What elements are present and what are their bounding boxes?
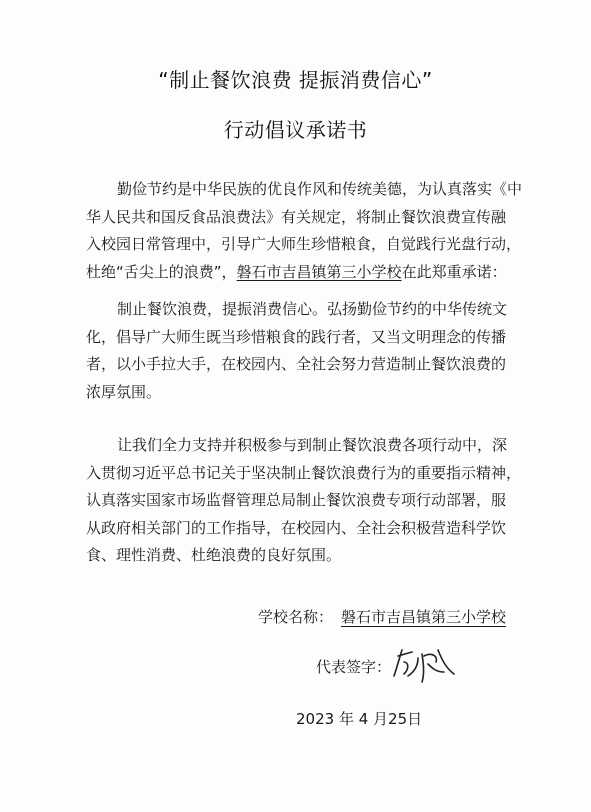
paragraph-2-line-4: 浓厚氛围。 [86, 382, 162, 401]
document-subtitle: 行动倡议承诺书 [223, 118, 368, 142]
school-name-value: 磐石市吉昌镇第三小学校 [341, 608, 507, 626]
paragraph-3-line-5: 食、理性消费、杜绝浪费的良好氛围。 [86, 546, 342, 564]
paragraph-2 [86, 296, 526, 406]
paragraph-1 [86, 176, 526, 286]
paragraph-3-line-4: 从政府相关部门的工作指导，在校园内、全社会积极营造科学饮 [86, 518, 507, 537]
date: 2023 年 4 月25日 [296, 710, 423, 728]
paragraph-1-line-4-suffix: 在此郑重承诺： [401, 262, 507, 281]
paragraph-1-line-4 [86, 259, 526, 287]
representative-label: 代表签字： [316, 658, 392, 676]
document-title: “制止餐饮浪费 提振消费信心” [158, 68, 433, 92]
paragraph-3-line-2: 入贯彻习近平总书记关于坚决制止餐饮浪费行为的重要指示精神， [86, 463, 522, 482]
representative-row [316, 656, 391, 677]
paragraph-3-line-3: 认真落实国家市场监督管理总局制止餐饮浪费专项行动部署，服 [86, 491, 507, 509]
paragraph-1-school-name: 磐石市吉昌镇第三小学校 [236, 262, 402, 281]
handwritten-signature [388, 642, 460, 690]
paragraph-1-line-2: 华人民共和国反食品浪费法》有关规定，将制止餐饮浪费宣传融 [86, 207, 507, 226]
paragraph-1-line-4-prefix: 杜绝“舌尖上的浪费”， [86, 262, 237, 281]
school-name-row [258, 606, 506, 627]
paragraph-2-line-2: 化，倡导广大师生既当珍惜粮食的践行者，又当文明理念的传播 [86, 327, 507, 346]
paragraph-2-line-3: 者，以小手拉大手，在校园内、全社会努力营造制止餐饮浪费的 [86, 355, 507, 373]
paragraph-1-line-1: 勤俭节约是中华民族的优良作风和传统美德，为认真落实《中 [117, 180, 523, 198]
paragraph-3 [86, 432, 526, 570]
paragraph-2-line-1: 制止餐饮浪费，提振消费信心。弘扬勤俭节约的中华传统文 [117, 300, 508, 318]
school-name-label: 学校名称： [258, 608, 334, 626]
paragraph-1-line-3: 入校园日常管理中，引导广大师生珍惜粮食，自觉践行光盘行动， [86, 235, 522, 253]
paragraph-3-line-1: 让我们全力支持并积极参与到制止餐饮浪费各项行动中，深 [117, 436, 508, 454]
